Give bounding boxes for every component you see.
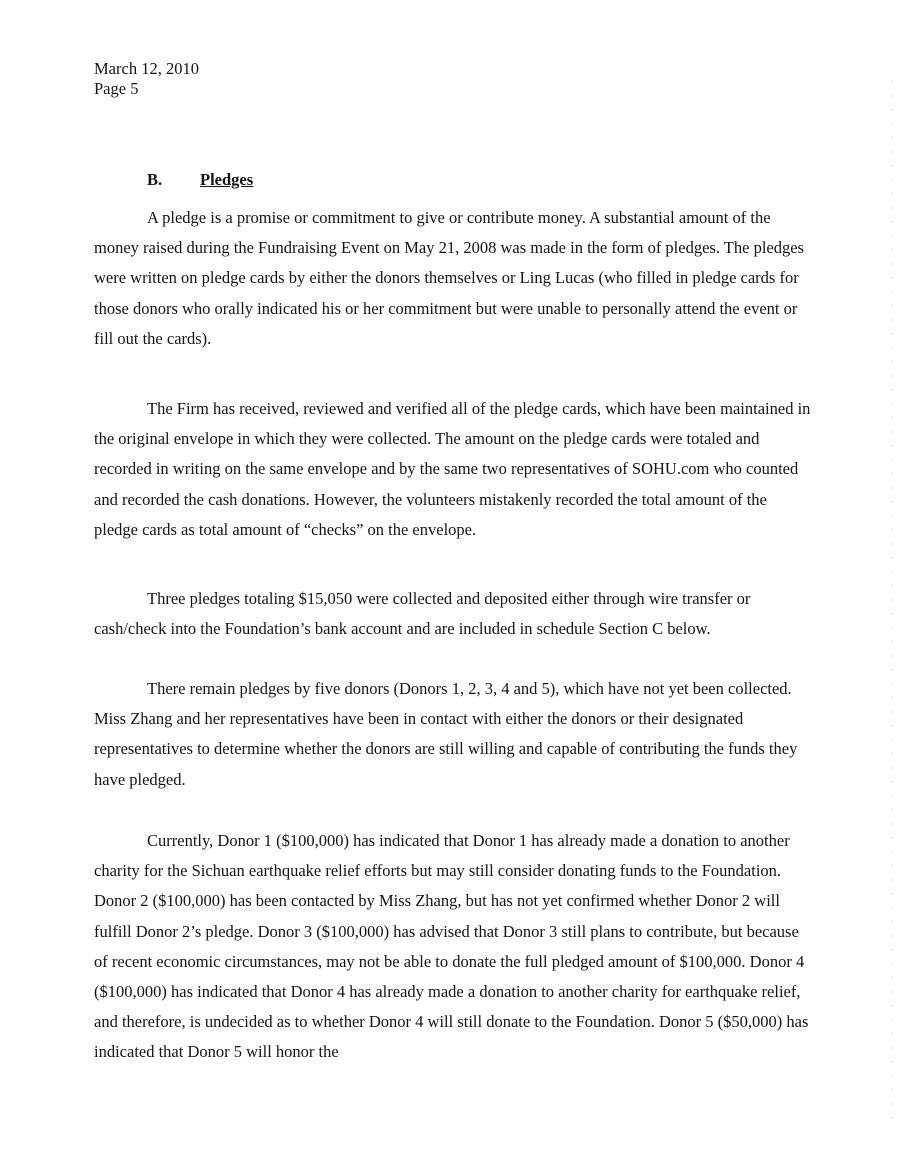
paragraph-pledge-cards-verified: The Firm has received, reviewed and verified all of the pledge cards, which have been maintained in the original envelope in which they were collected. The amount on the pledge cards were totaled and recorded in writing on the same envelope and by the same two representatives of SOHU.com who counted and recorded the cash donations. However, the volunteers mistakenly recorded the total amount of the pledge cards as total amount of “checks” on the envelope.	[94, 399, 811, 539]
paragraph-remaining-pledges: There remain pledges by five donors (Donors 1, 2, 3, 4 and 5), which have not yet been collected. Miss Zhang and her representatives have been in contact with either the donors or their designated representatives to determine whether the donors are still willing and capable of contributing the funds they have pledged.	[94, 679, 798, 789]
section-heading	[147, 170, 253, 190]
header-page-number: Page 5	[94, 79, 139, 98]
paragraph-donor-status: Currently, Donor 1 ($100,000) has indicated that Donor 1 has already made a donation to another charity for the Sichuan earthquake relief efforts but may still consider donating funds to the Foundation. Donor 2 ($100,000) has been contacted by Miss Zhang, but has not yet confirmed whether Donor 2 will fulfill Donor 2’s pledge. Donor 3 ($100,000) has advised that Donor 3 still plans to contribute, but because of recent economic circumstances, may not be able to donate the full pledged amount of $100,000. Donor 4 ($100,000) has indicated that Donor 4 has already made a donation to another charity for earthquake relief, and therefore, is undecided as to whether Donor 4 will still donate to the Foundation. Donor 5 ($50,000) has indicated that Donor 5 will honor the	[94, 831, 809, 1062]
scan-edge-artifact	[891, 80, 892, 1120]
header-date: March 12, 2010	[94, 59, 199, 78]
paragraph-pledge-definition: A pledge is a promise or commitment to give or contribute money. A substantial amount of the money raised during the Fundraising Event on May 21, 2008 was made in the form of pledges. The pledges were written on pledge cards by either the donors themselves or Ling Lucas (who filled in pledge cards for those donors who orally indicated his or her commitment but were unable to personally attend the event or fill out the cards).	[94, 208, 804, 348]
page-header	[94, 59, 199, 99]
section-letter: B.	[147, 170, 163, 189]
section-title: Pledges	[200, 170, 254, 189]
paragraph-collected-pledges: Three pledges totaling $15,050 were collected and deposited either through wire transfer or cash/check into the Foundation’s bank account and are included in schedule Section C below.	[94, 589, 751, 639]
